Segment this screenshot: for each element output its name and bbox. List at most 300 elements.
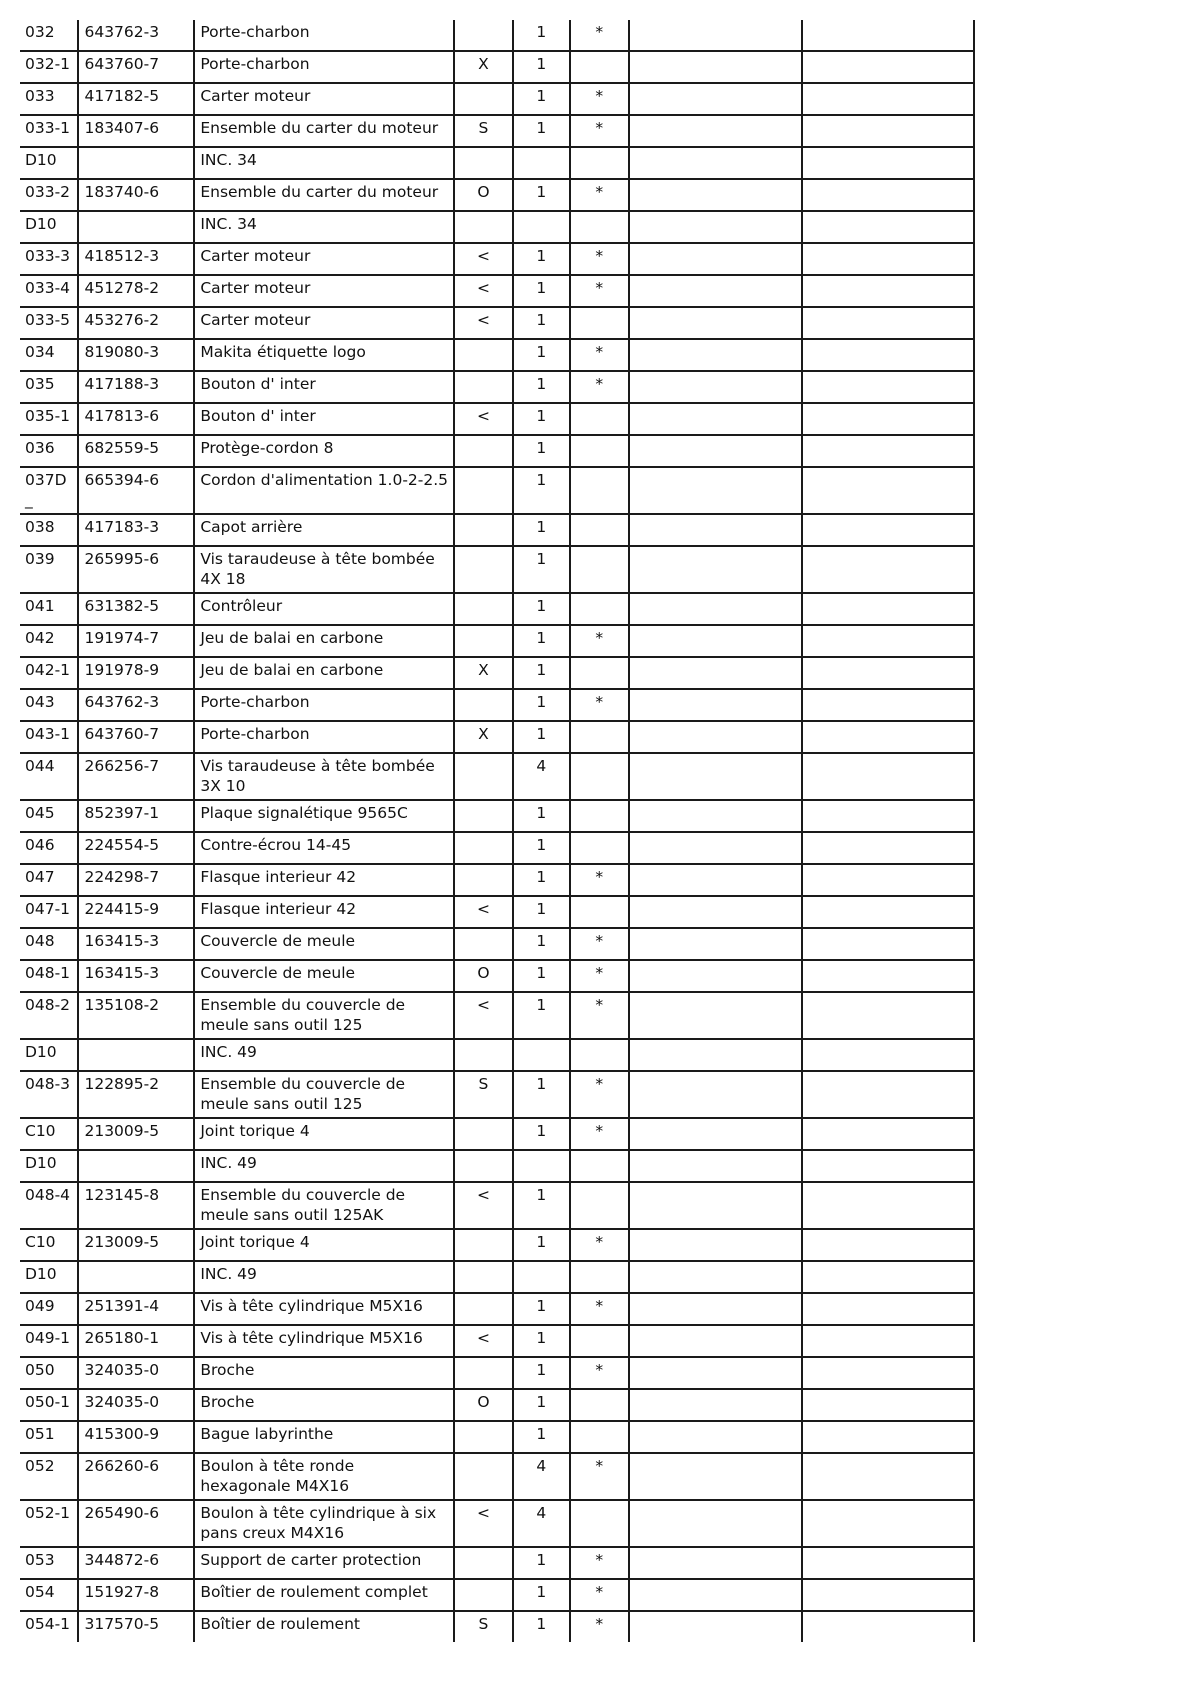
part-number-cell: 163415-3 [78,928,194,960]
blank-cell [629,1500,802,1547]
blank-cell [802,657,974,689]
table-row [20,1071,974,1118]
description-cell: Contrôleur [194,593,454,625]
change-code-cell: O [454,179,512,211]
item-number-cell: 044 [20,753,78,800]
item-number-cell: 054-1 [20,1611,78,1642]
blank-cell [802,546,974,593]
blank-cell [629,51,802,83]
part-number-cell [78,1261,194,1293]
table-row [20,403,974,435]
quantity-cell: 1 [513,1579,570,1611]
description-cell: INC. 49 [194,1261,454,1293]
note-mark-cell: * [570,115,628,147]
quantity-cell: 1 [513,467,570,514]
part-number-cell [78,1150,194,1182]
change-code-cell [454,1229,512,1261]
part-number-cell: 213009-5 [78,1229,194,1261]
blank-cell [802,832,974,864]
part-number-cell: 135108-2 [78,992,194,1039]
note-mark-cell [570,1182,628,1229]
item-number-cell: 033-2 [20,179,78,211]
description-cell: Plaque signalétique 9565C [194,800,454,832]
item-number-cell: 042-1 [20,657,78,689]
part-number-cell: 418512-3 [78,243,194,275]
blank-cell [629,1547,802,1579]
note-mark-cell [570,1150,628,1182]
note-mark-cell [570,51,628,83]
parts-list-page [20,20,975,1642]
quantity-cell: 1 [513,721,570,753]
description-cell: Porte-charbon [194,51,454,83]
part-number-cell: 213009-5 [78,1118,194,1150]
change-code-cell: O [454,960,512,992]
description-cell: Ensemble du couvercle de meule sans outil 125 [194,992,454,1039]
table-row [20,211,974,243]
item-number-cell: D10 [20,1261,78,1293]
item-number-cell: D10 [20,1039,78,1071]
item-number-cell: 032-1 [20,51,78,83]
quantity-cell: 1 [513,960,570,992]
blank-cell [629,1579,802,1611]
table-row [20,275,974,307]
change-code-cell [454,514,512,546]
item-number-cell: 038 [20,514,78,546]
change-code-cell [454,435,512,467]
blank-cell [629,1357,802,1389]
item-number-cell: 045 [20,800,78,832]
blank-cell [629,721,802,753]
blank-cell [802,51,974,83]
note-mark-cell [570,1039,628,1071]
description-cell: Vis à tête cylindrique M5X16 [194,1325,454,1357]
note-mark-cell [570,753,628,800]
part-number-cell: 417813-6 [78,403,194,435]
blank-cell [629,179,802,211]
quantity-cell: 1 [513,339,570,371]
part-number-cell: 417182-5 [78,83,194,115]
table-row [20,896,974,928]
blank-cell [629,243,802,275]
description-cell: Flasque interieur 42 [194,864,454,896]
note-mark-cell: * [570,992,628,1039]
table-row [20,689,974,721]
blank-cell [802,20,974,51]
table-row [20,243,974,275]
table-row [20,20,974,51]
table-row [20,832,974,864]
item-number-cell: 047-1 [20,896,78,928]
quantity-cell: 1 [513,51,570,83]
blank-cell [802,928,974,960]
part-number-cell: 265995-6 [78,546,194,593]
quantity-cell: 1 [513,1421,570,1453]
note-mark-cell: * [570,1547,628,1579]
change-code-cell [454,1293,512,1325]
part-number-cell: 266256-7 [78,753,194,800]
quantity-cell: 1 [513,593,570,625]
change-code-cell [454,1261,512,1293]
quantity-cell: 1 [513,800,570,832]
note-mark-cell: * [570,179,628,211]
quantity-cell: 1 [513,403,570,435]
blank-cell [802,115,974,147]
quantity-cell: 1 [513,1071,570,1118]
part-number-cell: 224554-5 [78,832,194,864]
blank-cell [802,960,974,992]
note-mark-cell: * [570,20,628,51]
part-number-cell: 224415-9 [78,896,194,928]
quantity-cell: 1 [513,371,570,403]
table-row [20,371,974,403]
blank-cell [629,546,802,593]
change-code-cell: < [454,1325,512,1357]
note-mark-cell [570,832,628,864]
change-code-cell: S [454,115,512,147]
blank-cell [629,896,802,928]
blank-cell [629,1150,802,1182]
note-mark-cell: * [570,1357,628,1389]
change-code-cell [454,147,512,179]
blank-cell [802,721,974,753]
table-row [20,593,974,625]
description-cell: Ensemble du couvercle de meule sans outil 125 [194,1071,454,1118]
quantity-cell: 1 [513,1357,570,1389]
blank-cell [802,689,974,721]
item-number-cell: 032 [20,20,78,51]
blank-cell [802,1293,974,1325]
note-mark-cell: * [570,928,628,960]
part-number-cell: 417188-3 [78,371,194,403]
blank-cell [802,435,974,467]
blank-cell [802,467,974,514]
quantity-cell: 1 [513,625,570,657]
description-cell: Couvercle de meule [194,928,454,960]
part-number-cell: 344872-6 [78,1547,194,1579]
note-mark-cell [570,1325,628,1357]
table-row [20,625,974,657]
quantity-cell: 1 [513,20,570,51]
part-number-cell: 415300-9 [78,1421,194,1453]
blank-cell [802,371,974,403]
blank-cell [629,593,802,625]
quantity-cell: 1 [513,896,570,928]
change-code-cell [454,593,512,625]
table-row [20,1357,974,1389]
blank-cell [629,307,802,339]
blank-cell [629,467,802,514]
description-cell: Ensemble du carter du moteur [194,115,454,147]
quantity-cell: 1 [513,307,570,339]
blank-cell [802,211,974,243]
change-code-cell [454,1039,512,1071]
blank-cell [629,1325,802,1357]
blank-cell [629,689,802,721]
description-cell: Jeu de balai en carbone [194,657,454,689]
table-row [20,1611,974,1642]
part-number-cell: 122895-2 [78,1071,194,1118]
description-cell: Support de carter protection [194,1547,454,1579]
blank-cell [629,1039,802,1071]
quantity-cell [513,147,570,179]
change-code-cell: < [454,275,512,307]
change-code-cell: < [454,307,512,339]
blank-cell [629,657,802,689]
blank-cell [802,864,974,896]
note-mark-cell: * [570,1611,628,1642]
note-mark-cell [570,657,628,689]
change-code-cell [454,546,512,593]
quantity-cell: 1 [513,275,570,307]
part-number-cell: 324035-0 [78,1357,194,1389]
change-code-cell [454,371,512,403]
table-row [20,467,974,514]
change-code-cell [454,20,512,51]
blank-cell [802,403,974,435]
change-code-cell [454,753,512,800]
description-cell: Bouton d' inter [194,371,454,403]
blank-cell [629,1182,802,1229]
item-number-cell: 033-4 [20,275,78,307]
change-code-cell [454,1150,512,1182]
quantity-cell [513,1150,570,1182]
quantity-cell: 1 [513,435,570,467]
blank-cell [629,403,802,435]
description-cell: INC. 34 [194,211,454,243]
blank-cell [802,1261,974,1293]
blank-cell [629,1453,802,1500]
change-code-cell [454,864,512,896]
description-cell: Protège-cordon 8 [194,435,454,467]
table-row [20,1039,974,1071]
quantity-cell: 1 [513,992,570,1039]
item-number-cell: 048 [20,928,78,960]
description-cell: Porte-charbon [194,721,454,753]
change-code-cell [454,800,512,832]
note-mark-cell: * [570,1071,628,1118]
blank-cell [629,960,802,992]
note-mark-cell: * [570,339,628,371]
table-row [20,51,974,83]
change-code-cell [454,467,512,514]
part-number-cell: 643760-7 [78,721,194,753]
table-row [20,1421,974,1453]
description-cell: Vis taraudeuse à tête bombée 4X 18 [194,546,454,593]
table-row [20,960,974,992]
quantity-cell: 1 [513,1325,570,1357]
part-number-cell: 191978-9 [78,657,194,689]
blank-cell [802,179,974,211]
blank-cell [629,1421,802,1453]
description-cell: Broche [194,1357,454,1389]
table-row [20,514,974,546]
part-number-cell: 265180-1 [78,1325,194,1357]
table-row [20,435,974,467]
part-number-cell: 682559-5 [78,435,194,467]
blank-cell [802,514,974,546]
part-number-cell [78,1039,194,1071]
description-cell: Broche [194,1389,454,1421]
description-cell: Couvercle de meule [194,960,454,992]
item-number-cell: 046 [20,832,78,864]
description-cell: INC. 49 [194,1039,454,1071]
table-row [20,864,974,896]
change-code-cell [454,1357,512,1389]
blank-cell [629,20,802,51]
part-number-cell: 266260-6 [78,1453,194,1500]
note-mark-cell [570,896,628,928]
blank-cell [629,115,802,147]
blank-cell [802,1389,974,1421]
note-mark-cell: * [570,1293,628,1325]
parts-table-body [20,20,974,1642]
description-cell: Joint torique 4 [194,1229,454,1261]
blank-cell [802,896,974,928]
note-mark-cell: * [570,864,628,896]
change-code-cell [454,689,512,721]
part-number-cell: 643762-3 [78,20,194,51]
blank-cell [629,753,802,800]
description-cell: Porte-charbon [194,20,454,51]
blank-cell [629,83,802,115]
table-row [20,800,974,832]
table-row [20,1261,974,1293]
quantity-cell: 4 [513,1500,570,1547]
item-number-cell: 037D_ [20,467,78,514]
blank-cell [802,147,974,179]
table-row [20,928,974,960]
note-mark-cell [570,593,628,625]
part-number-cell: 819080-3 [78,339,194,371]
table-row [20,1389,974,1421]
note-mark-cell: * [570,1579,628,1611]
part-number-cell: 631382-5 [78,593,194,625]
item-number-cell: 050-1 [20,1389,78,1421]
change-code-cell [454,832,512,864]
change-code-cell [454,928,512,960]
blank-cell [629,800,802,832]
change-code-cell: < [454,243,512,275]
part-number-cell: 451278-2 [78,275,194,307]
blank-cell [629,371,802,403]
item-number-cell: D10 [20,211,78,243]
item-number-cell: 052-1 [20,1500,78,1547]
table-row [20,721,974,753]
change-code-cell: X [454,51,512,83]
change-code-cell: O [454,1389,512,1421]
description-cell: Cordon d'alimentation 1.0-2-2.5 [194,467,454,514]
part-number-cell: 665394-6 [78,467,194,514]
change-code-cell [454,1421,512,1453]
description-cell: INC. 34 [194,147,454,179]
table-row [20,1500,974,1547]
blank-cell [802,1325,974,1357]
note-mark-cell [570,435,628,467]
table-row [20,307,974,339]
part-number-cell [78,147,194,179]
change-code-cell: S [454,1611,512,1642]
blank-cell [802,1071,974,1118]
quantity-cell: 4 [513,1453,570,1500]
note-mark-cell: * [570,960,628,992]
blank-cell [802,1500,974,1547]
item-number-cell: D10 [20,1150,78,1182]
item-number-cell: 047 [20,864,78,896]
description-cell: Boulon à tête cylindrique à six pans creux M4X16 [194,1500,454,1547]
table-row [20,1293,974,1325]
blank-cell [802,593,974,625]
item-number-cell: 048-2 [20,992,78,1039]
blank-cell [802,1421,974,1453]
parts-table [20,20,975,1642]
blank-cell [802,1229,974,1261]
description-cell: Ensemble du carter du moteur [194,179,454,211]
note-mark-cell [570,1261,628,1293]
item-number-cell: 052 [20,1453,78,1500]
item-number-cell: D10 [20,147,78,179]
part-number-cell: 643762-3 [78,689,194,721]
quantity-cell: 1 [513,1547,570,1579]
part-number-cell: 251391-4 [78,1293,194,1325]
change-code-cell [454,1547,512,1579]
blank-cell [629,275,802,307]
item-number-cell: 050 [20,1357,78,1389]
quantity-cell: 1 [513,546,570,593]
part-number-cell: 123145-8 [78,1182,194,1229]
quantity-cell: 1 [513,864,570,896]
quantity-cell: 1 [513,83,570,115]
blank-cell [802,1039,974,1071]
quantity-cell: 1 [513,657,570,689]
quantity-cell: 1 [513,928,570,960]
part-number-cell: 151927-8 [78,1579,194,1611]
item-number-cell: 043 [20,689,78,721]
part-number-cell: 417183-3 [78,514,194,546]
item-number-cell: 049 [20,1293,78,1325]
change-code-cell: < [454,992,512,1039]
table-row [20,1229,974,1261]
note-mark-cell [570,546,628,593]
part-number-cell: 852397-1 [78,800,194,832]
description-cell: Vis taraudeuse à tête bombée 3X 10 [194,753,454,800]
item-number-cell: 035-1 [20,403,78,435]
note-mark-cell [570,307,628,339]
blank-cell [802,1611,974,1642]
item-number-cell: 043-1 [20,721,78,753]
quantity-cell: 1 [513,1229,570,1261]
description-cell: Boulon à tête ronde hexagonale M4X16 [194,1453,454,1500]
note-mark-cell [570,1421,628,1453]
table-row [20,753,974,800]
part-number-cell: 183407-6 [78,115,194,147]
description-cell: Makita étiquette logo [194,339,454,371]
blank-cell [629,147,802,179]
quantity-cell [513,211,570,243]
change-code-cell: < [454,1500,512,1547]
description-cell: Ensemble du couvercle de meule sans outil 125AK [194,1182,454,1229]
item-number-cell: 039 [20,546,78,593]
description-cell: Joint torique 4 [194,1118,454,1150]
blank-cell [802,1182,974,1229]
description-cell: Carter moteur [194,275,454,307]
change-code-cell [454,211,512,243]
item-number-cell: C10 [20,1118,78,1150]
item-number-cell: 051 [20,1421,78,1453]
note-mark-cell [570,403,628,435]
part-number-cell: 324035-0 [78,1389,194,1421]
quantity-cell: 1 [513,1611,570,1642]
blank-cell [802,1150,974,1182]
